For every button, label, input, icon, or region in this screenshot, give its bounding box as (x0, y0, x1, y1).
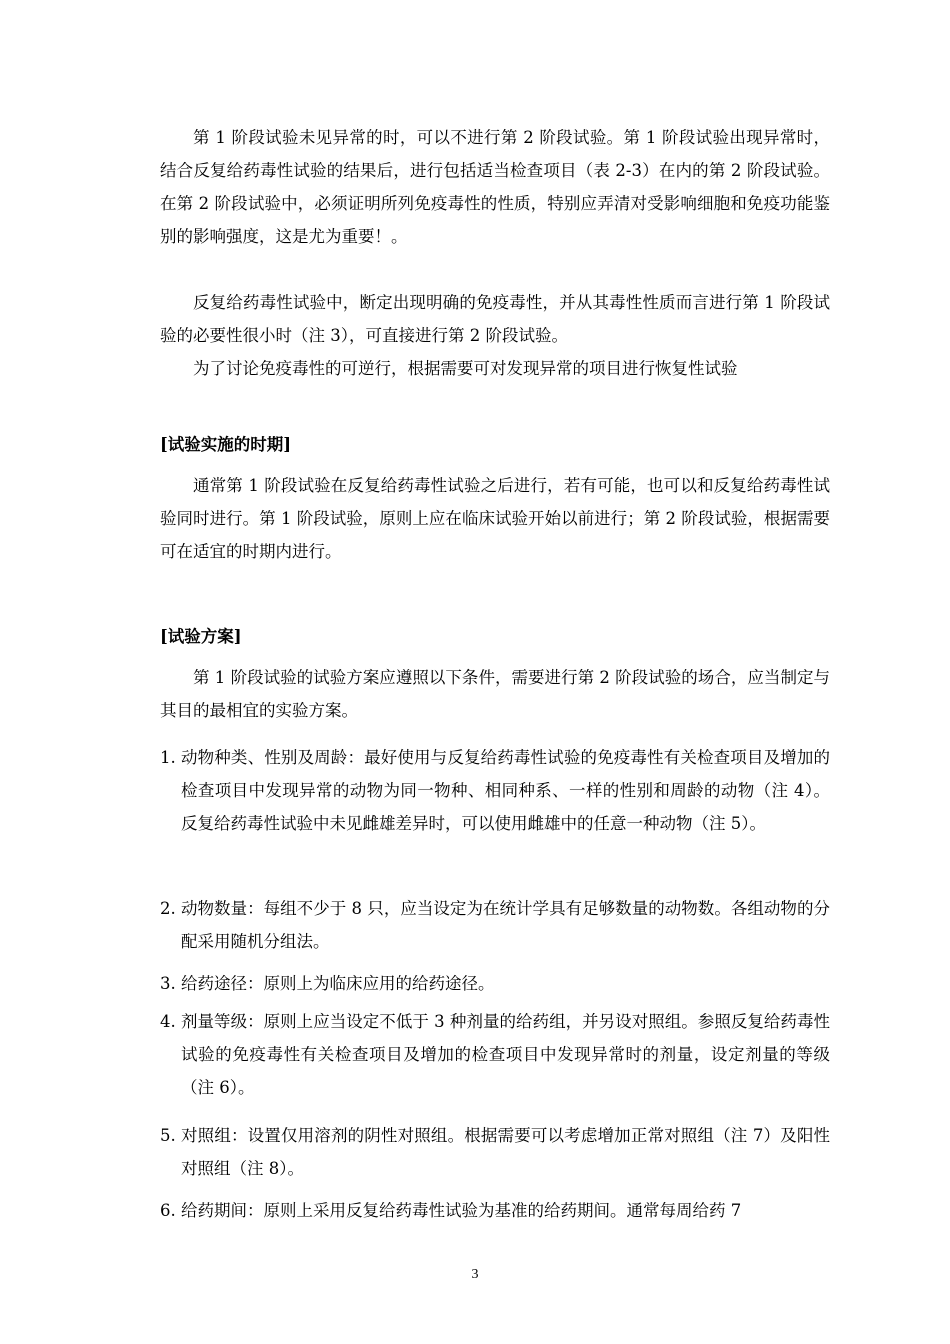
heading-timing: [试验实施的时期] (160, 435, 292, 454)
list-item-text: 动物数量：每组不少于 8 只，应当设定为在统计学具有足够数量的动物数。各组动物的分配采用随机分组法。 (181, 899, 830, 951)
list-item (160, 1194, 830, 1227)
list-item-number: 2. (160, 899, 176, 918)
list-item-text: 对照组：设置仅用溶剂的阴性对照组。根据需要可以考虑增加正常对照组（注 7）及阳性对照组（注 8）。 (181, 1126, 830, 1178)
list-item-number: 5. (160, 1126, 176, 1145)
paragraph-phase1-results: 第 1 阶段试验未见异常的时，可以不进行第 2 阶段试验。第 1 阶段试验出现异常时，结合反复给药毒性试验的结果后，进行包括适当检查项目（表 2-3）在内的第 2 阶段试验。在第 2 阶段试验中，必须证明所列免疫毒性的性质，特别应弄清对受影响细胞和免疫功能鉴别的影响强度，这是尤为重要！。 (160, 128, 830, 246)
paragraph-protocol-intro: 第 1 阶段试验的试验方案应遵照以下条件，需要进行第 2 阶段试验的场合，应当制定与其目的最相宜的实验方案。 (160, 668, 830, 720)
list-item-text: 动物种类、性别及周龄：最好使用与反复给药毒性试验的免疫毒性有关检查项目及增加的检查项目中发现异常的动物为同一物种、相同种系、一样的性别和周龄的动物（注 4）。反复给药毒性试验中未见雌雄差异时，可以使用雌雄中的任意一种动物（注 5）。 (181, 748, 830, 833)
list-item (160, 741, 830, 840)
list-item (160, 967, 830, 1000)
list-item-number: 6. (160, 1201, 176, 1220)
paragraph-direct-phase2: 反复给药毒性试验中，断定出现明确的免疫毒性，并从其毒性性质而言进行第 1 阶段试验的必要性很小时（注 3），可直接进行第 2 阶段试验。 (160, 293, 830, 345)
paragraph-timing: 通常第 1 阶段试验在反复给药毒性试验之后进行，若有可能，也可以和反复给药毒性试验同时进行。第 1 阶段试验，原则上应在临床试验开始以前进行；第 2 阶段试验，根据需要可在适宜的时期内进行。 (160, 476, 830, 561)
list-item-number: 1. (160, 748, 176, 767)
page-number: 3 (471, 1267, 479, 1282)
list-item-number: 3. (160, 974, 176, 993)
heading-protocol: [试验方案] (160, 627, 242, 646)
list-item (160, 1119, 830, 1185)
list-item-text: 给药途径：原则上为临床应用的给药途径。 (181, 974, 495, 993)
list-item (160, 892, 830, 958)
paragraph-reversibility: 为了讨论免疫毒性的可逆行，根据需要可对发现异常的项目进行恢复性试验 (193, 359, 738, 378)
list-item-text: 剂量等级：原则上应当设定不低于 3 种剂量的给药组，并另设对照组。参照反复给药毒性试验的免疫毒性有关检查项目及增加的检查项目中发现异常时的剂量，设定剂量的等级（注 6）。 (181, 1012, 830, 1097)
list-item (160, 1005, 830, 1104)
list-item-number: 4. (160, 1012, 176, 1031)
list-item-text: 给药期间：原则上采用反复给药毒性试验为基准的给药期间。通常每周给药 7 (181, 1201, 742, 1220)
